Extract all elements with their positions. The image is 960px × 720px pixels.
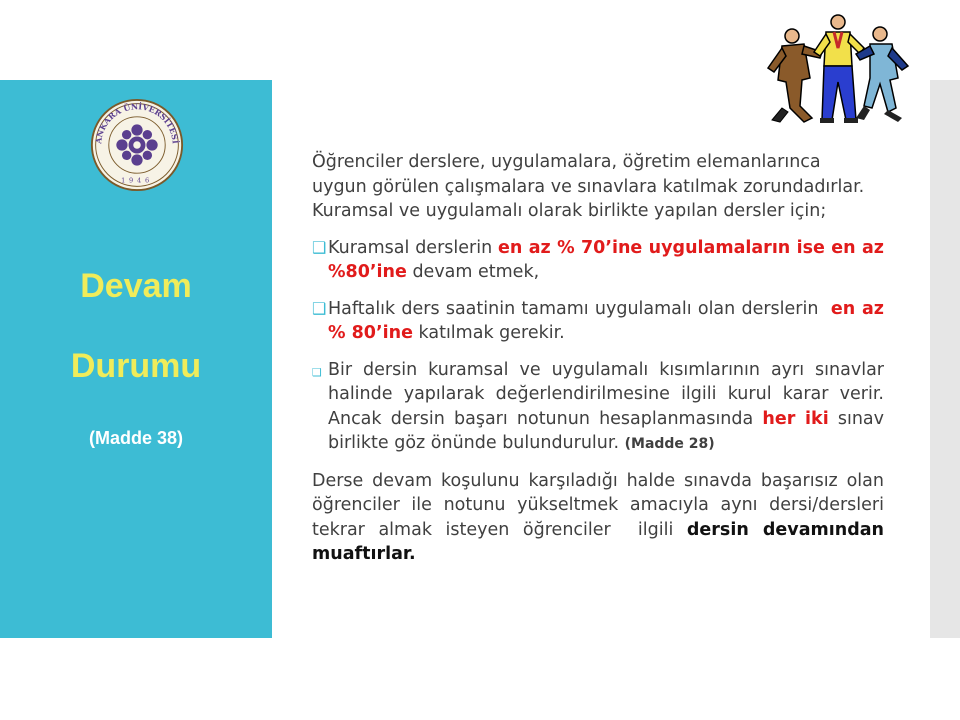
- seal-year: 1946: [121, 176, 153, 185]
- closing-paragraph: [312, 469, 890, 567]
- closing-text: Derse devam koşulunu karşıladığı halde sınavda başarısız olan öğrenciler ile notunu yükseltmek amacıyla aynı dersi/dersleri tekrar almak isteyen öğrenciler ilgili: [312, 470, 890, 540]
- seal-text: ANKARA ÜNİVERSİTESİ: [93, 101, 181, 145]
- checkbox-bullet-icon: ❑: [312, 298, 327, 318]
- bullet2-text-post: katılmak gerekir.: [412, 323, 565, 343]
- right-decor-bar: [930, 80, 960, 638]
- university-seal-logo: [90, 98, 184, 192]
- bullet3-reference: (Madde 28): [624, 436, 715, 452]
- people-tug-of-war-clipart: [752, 8, 927, 128]
- bullet-item-1: [312, 236, 884, 285]
- bullet-item-2: [312, 297, 884, 346]
- slide-title-line2: Durumu: [70, 347, 202, 385]
- checkbox-bullet-icon: ❑: [312, 237, 327, 257]
- slide-title-line1: Devam: [80, 267, 192, 305]
- bullet1-text-post: devam etmek,: [406, 262, 540, 282]
- bullet1-text-pre: Kuramsal derslerin: [328, 237, 499, 258]
- bullet2-emphasis: en az % 80’ine: [328, 298, 884, 343]
- bullet3-text-post: sınav birlikte göz önünde bulundurulur.: [328, 408, 885, 453]
- main-content: [312, 150, 890, 567]
- checkbox-bullet-icon: ❑: [312, 365, 322, 379]
- left-man-figure: [768, 29, 822, 122]
- bullet1-emphasis: en az % 70’ine uygulamaların ise en az %80’ine: [328, 237, 884, 282]
- right-man-figure: [856, 27, 908, 122]
- bullet3-text-pre: Bir dersin kuramsal ve uygulamalı kısımlarının ayrı sınavlar halinde yapılarak değerlendirilmesine ilgili kurul karar verir. Ancak dersin başarı notunun hesaplanmasında: [328, 359, 884, 429]
- center-man-figure: [814, 15, 864, 123]
- slide-subtitle: (Madde 38): [88, 428, 184, 448]
- intro-paragraph: Öğrenciler derslere, uygulamalara, öğretim elemanlarınca uygun görülen çalışmalara ve sınavlara katılmak zorundadırlar. Kuramsal ve uygulamalı olarak birlikte yapılan dersler için;: [312, 152, 865, 221]
- bullet-item-3: [312, 358, 884, 457]
- bullet3-emphasis: her iki: [762, 408, 829, 429]
- bullet2-text-pre: Haftalık ders saatinin tamamı uygulamalı olan derslerin: [328, 298, 831, 319]
- closing-bold-text: dersin devamından muaftırlar.: [312, 519, 884, 564]
